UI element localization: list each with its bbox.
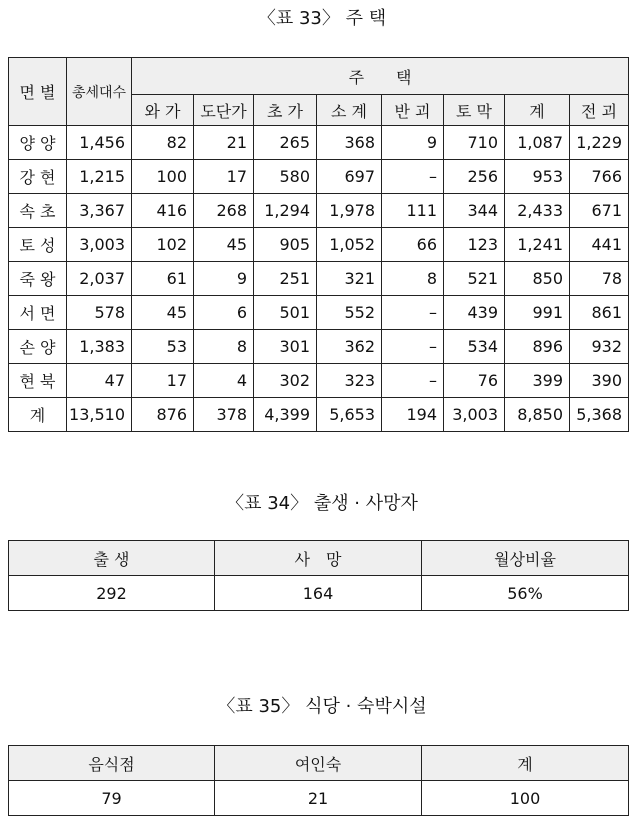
table-cell: 953: [505, 160, 570, 194]
district-name: 죽 왕: [9, 262, 67, 296]
table-cell: 53: [132, 330, 194, 364]
table-cell: 194: [382, 398, 444, 432]
table-cell: 3,367: [67, 194, 132, 228]
table-cell: 2,433: [505, 194, 570, 228]
district-name: 계: [9, 398, 67, 432]
table-cell: 1,229: [570, 126, 629, 160]
housing-group-header: 주 택: [132, 58, 629, 95]
table-cell: 45: [194, 228, 254, 262]
birth-death-table: [8, 540, 629, 611]
table-cell: 8: [194, 330, 254, 364]
table-cell: 76: [444, 364, 505, 398]
table-cell: –: [382, 330, 444, 364]
table-cell: 501: [254, 296, 317, 330]
table-cell: 100: [132, 160, 194, 194]
table-cell: 534: [444, 330, 505, 364]
district-name: 토 성: [9, 228, 67, 262]
table-cell: 399: [505, 364, 570, 398]
table-cell: 47: [67, 364, 132, 398]
district-name: 현 북: [9, 364, 67, 398]
housing-table: [8, 57, 629, 432]
table-cell: 9: [382, 126, 444, 160]
table-cell: 4: [194, 364, 254, 398]
table-cell: 850: [505, 262, 570, 296]
birth-header: 출 생: [9, 541, 215, 576]
table-cell: 111: [382, 194, 444, 228]
table-cell: 896: [505, 330, 570, 364]
table-cell: 1,294: [254, 194, 317, 228]
table-cell: 876: [132, 398, 194, 432]
inn-header: 여인숙: [215, 746, 422, 781]
table-cell: –: [382, 364, 444, 398]
table-cell: 4,399: [254, 398, 317, 432]
total-header: 계: [422, 746, 629, 781]
table-cell: 17: [194, 160, 254, 194]
table-row: [9, 262, 629, 296]
table-cell: 1,978: [317, 194, 382, 228]
table-cell: 256: [444, 160, 505, 194]
table-cell: 368: [317, 126, 382, 160]
table-cell: 8,850: [505, 398, 570, 432]
column-header: 전 괴: [570, 95, 629, 126]
inn-value: 21: [215, 781, 422, 816]
table-cell: 766: [570, 160, 629, 194]
table-cell: 265: [254, 126, 317, 160]
table-cell: 2,037: [67, 262, 132, 296]
table-cell: 416: [132, 194, 194, 228]
table-cell: 362: [317, 330, 382, 364]
table-cell: 861: [570, 296, 629, 330]
column-header: 반 괴: [382, 95, 444, 126]
table-cell: 66: [382, 228, 444, 262]
table-cell: 17: [132, 364, 194, 398]
table-cell: 5,653: [317, 398, 382, 432]
table-cell: 378: [194, 398, 254, 432]
table-cell: 321: [317, 262, 382, 296]
table-cell: 251: [254, 262, 317, 296]
table-row: [9, 398, 629, 432]
table-cell: 580: [254, 160, 317, 194]
table-cell: 390: [570, 364, 629, 398]
table-cell: 905: [254, 228, 317, 262]
column-header: 토 막: [444, 95, 505, 126]
district-name: 손 양: [9, 330, 67, 364]
table-cell: 82: [132, 126, 194, 160]
table-cell: 521: [444, 262, 505, 296]
district-name: 양 양: [9, 126, 67, 160]
table-cell: 9: [194, 262, 254, 296]
column-header: 도단가: [194, 95, 254, 126]
table-cell: 1,215: [67, 160, 132, 194]
table-35-caption: 〈표 35〉 식당 · 숙박시설: [217, 696, 427, 717]
table-cell: 344: [444, 194, 505, 228]
table-cell: 3,003: [444, 398, 505, 432]
death-header: 사 망: [215, 541, 422, 576]
table-cell: 61: [132, 262, 194, 296]
table-cell: 697: [317, 160, 382, 194]
table-row: [9, 330, 629, 364]
district-name: 속 초: [9, 194, 67, 228]
table-row: [9, 160, 629, 194]
table-cell: 78: [570, 262, 629, 296]
table-row: [9, 364, 629, 398]
table-cell: 710: [444, 126, 505, 160]
table-cell: 991: [505, 296, 570, 330]
column-header: 소 계: [317, 95, 382, 126]
table-cell: 1,052: [317, 228, 382, 262]
total-value: 100: [422, 781, 629, 816]
table-33-caption: 〈표 33〉 주 택: [257, 8, 387, 29]
restaurant-header: 음식점: [9, 746, 215, 781]
table-cell: 3,003: [67, 228, 132, 262]
column-header: 초 가: [254, 95, 317, 126]
table-cell: 102: [132, 228, 194, 262]
table-cell: 268: [194, 194, 254, 228]
table-cell: 441: [570, 228, 629, 262]
column-header: 와 가: [132, 95, 194, 126]
table-cell: 5,368: [570, 398, 629, 432]
table-cell: 1,383: [67, 330, 132, 364]
table-cell: 301: [254, 330, 317, 364]
table-cell: 21: [194, 126, 254, 160]
table-cell: 439: [444, 296, 505, 330]
table-row: [9, 126, 629, 160]
table-cell: 323: [317, 364, 382, 398]
restaurant-value: 79: [9, 781, 215, 816]
table-cell: 6: [194, 296, 254, 330]
lodging-table: [8, 745, 629, 816]
table-cell: 8: [382, 262, 444, 296]
district-header: 면 별: [9, 58, 67, 126]
district-name: 서 면: [9, 296, 67, 330]
table-34-caption: 〈표 34〉 출생 · 사망자: [226, 493, 418, 514]
table-cell: 123: [444, 228, 505, 262]
district-name: 강 현: [9, 160, 67, 194]
table-cell: 45: [132, 296, 194, 330]
table-cell: 671: [570, 194, 629, 228]
table-cell: 578: [67, 296, 132, 330]
table-row: [9, 228, 629, 262]
table-cell: 1,087: [505, 126, 570, 160]
table-cell: 302: [254, 364, 317, 398]
birth-value: 292: [9, 576, 215, 611]
table-cell: 1,456: [67, 126, 132, 160]
table-row: [9, 194, 629, 228]
total-households-header: 총세대수: [67, 58, 132, 126]
ratio-header: 월상비율: [422, 541, 629, 576]
death-value: 164: [215, 576, 422, 611]
table-cell: 552: [317, 296, 382, 330]
column-header: 계: [505, 95, 570, 126]
table-cell: 1,241: [505, 228, 570, 262]
table-cell: 13,510: [67, 398, 132, 432]
ratio-value: 56%: [422, 576, 629, 611]
table-cell: 932: [570, 330, 629, 364]
table-cell: –: [382, 296, 444, 330]
table-cell: –: [382, 160, 444, 194]
table-row: [9, 296, 629, 330]
